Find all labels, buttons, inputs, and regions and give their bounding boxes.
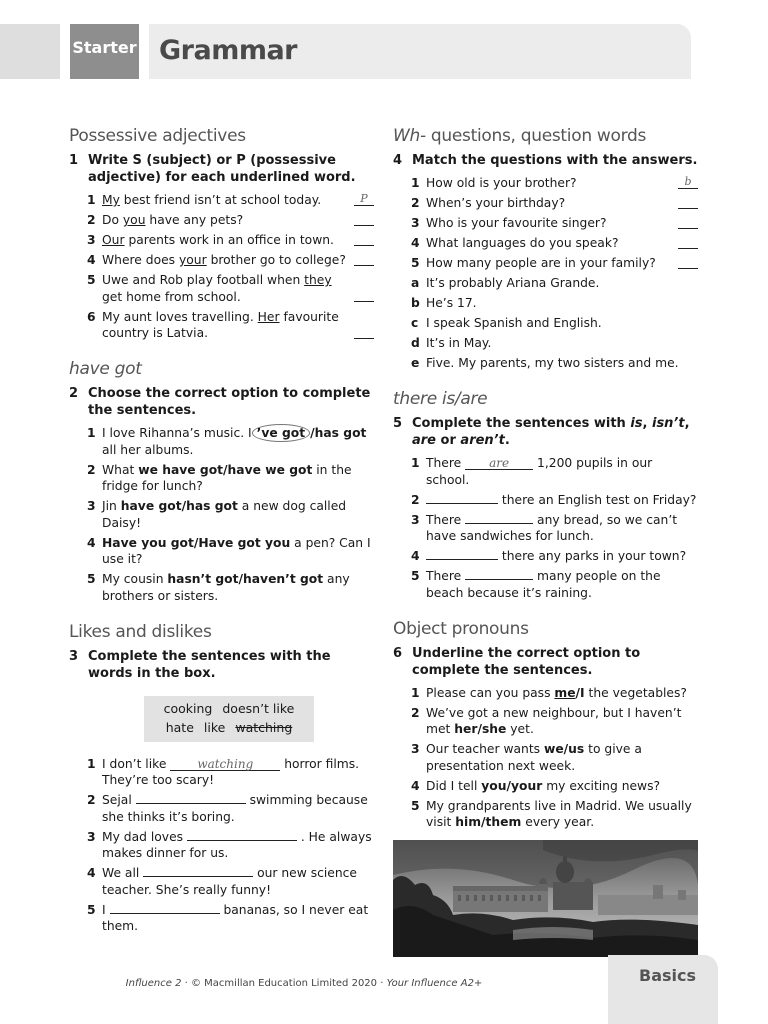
item-text: Jin have got/has got a new dog called Daisy! bbox=[102, 499, 347, 530]
answer-blank[interactable]: watching bbox=[170, 758, 280, 771]
item-text: My cousin hasn’t got/haven’t got any brothers or sisters. bbox=[102, 572, 350, 603]
item-text: We all our new science teacher. She’s really funny! bbox=[102, 866, 357, 897]
exercise-4-questions bbox=[393, 175, 698, 372]
possessive-title: Possessive adjectives bbox=[69, 126, 246, 146]
item-number: 2 bbox=[411, 705, 420, 720]
answer-blank[interactable] bbox=[110, 913, 220, 914]
item-number: 4 bbox=[411, 778, 420, 793]
item-text: Our teacher wants we/us to give a presentation next week. bbox=[426, 742, 642, 773]
answer-field[interactable] bbox=[354, 245, 374, 246]
exercise-1-items bbox=[69, 192, 374, 342]
item-number: 3 bbox=[87, 499, 96, 513]
item-text: What languages do you speak? bbox=[426, 236, 619, 250]
item-number: 2 bbox=[411, 196, 420, 210]
option[interactable]: her bbox=[454, 722, 478, 736]
item-text: Where does your brother go to college? bbox=[102, 253, 346, 267]
item-number: 2 bbox=[87, 213, 96, 227]
answer-blank[interactable] bbox=[136, 803, 246, 804]
list-item bbox=[69, 498, 374, 531]
item-text: I bananas, so I never eat them. bbox=[102, 902, 369, 933]
list-item bbox=[393, 492, 698, 509]
thereis-title: there is/are bbox=[393, 389, 488, 409]
list-item bbox=[393, 355, 698, 372]
instruction-text: Write S (subject) or P (possessive adjective) for each underlined word. bbox=[88, 153, 356, 185]
item-number: 3 bbox=[411, 216, 420, 230]
list-item bbox=[393, 295, 698, 312]
item-text: there any parks in your town? bbox=[426, 548, 698, 565]
answer-field[interactable] bbox=[678, 268, 698, 269]
answer-field[interactable] bbox=[678, 228, 698, 229]
item-number: 4 bbox=[87, 535, 96, 550]
list-item bbox=[393, 798, 698, 831]
item-number: 6 bbox=[87, 309, 96, 324]
option[interactable]: we bbox=[543, 742, 564, 756]
option[interactable]: haven’t got bbox=[243, 572, 324, 586]
item-number: 5 bbox=[87, 902, 96, 917]
item-text: My best friend isn’t at school today. bbox=[102, 193, 322, 207]
item-text: there an English test on Friday? bbox=[426, 492, 698, 509]
exercise-number: 6 bbox=[393, 645, 403, 661]
exercise-3-items bbox=[69, 756, 374, 935]
option[interactable]: she bbox=[481, 722, 507, 736]
list-item bbox=[69, 272, 374, 305]
item-text: Did I tell you/your my exciting news? bbox=[426, 778, 661, 793]
list-item bbox=[393, 512, 698, 545]
item-number: 4 bbox=[411, 236, 420, 250]
exercise-5-instruction bbox=[393, 415, 698, 449]
item-number: 5 bbox=[87, 572, 96, 586]
item-number: 1 bbox=[87, 426, 96, 440]
item-number: 1 bbox=[411, 176, 420, 190]
list-item bbox=[393, 685, 698, 702]
list-item bbox=[393, 235, 698, 252]
page-footer: Influence 2 · © Macmillan Education Limited 2020 · Your Influence A2+ bbox=[125, 978, 483, 989]
exercise-number: 1 bbox=[69, 153, 79, 168]
exercise-number: 5 bbox=[393, 416, 403, 431]
item-text: Our parents work in an office in town. bbox=[102, 233, 334, 247]
list-item bbox=[69, 535, 374, 568]
item-text: There any bread, so we can’t have sandwiches for lunch. bbox=[426, 512, 678, 543]
option[interactable]: I bbox=[580, 685, 585, 700]
list-item bbox=[393, 335, 698, 352]
item-text: It’s in May. bbox=[426, 336, 492, 350]
item-text: We’ve got a new neighbour, but I haven’t met her/she yet. bbox=[426, 705, 682, 736]
list-item bbox=[69, 462, 374, 495]
item-text: My grandparents live in Madrid. We usually visit him/them every year. bbox=[426, 798, 692, 829]
item-text: Please can you pass me/I the vegetables? bbox=[426, 685, 687, 700]
list-item bbox=[393, 175, 698, 192]
likes-title: Likes and dislikes bbox=[69, 621, 212, 642]
item-number: 1 bbox=[411, 456, 420, 470]
list-item bbox=[393, 705, 698, 738]
word: doesn’t like bbox=[222, 700, 295, 716]
exercise-6-instruction bbox=[393, 645, 698, 679]
exercise-6-items bbox=[393, 685, 698, 831]
item-text: How old is your brother? bbox=[426, 176, 577, 190]
option[interactable]: hasn’t got bbox=[167, 572, 239, 586]
exercise-2-items bbox=[69, 425, 374, 604]
unit-tab: Starter bbox=[70, 24, 139, 79]
item-text: How many people are in your family? bbox=[426, 256, 656, 270]
item-text: It’s probably Ariana Grande. bbox=[426, 276, 600, 290]
exercise-number: 4 bbox=[393, 153, 403, 168]
exercise-2-instruction bbox=[69, 385, 374, 419]
item-letter: e bbox=[411, 356, 420, 370]
list-item bbox=[393, 195, 698, 212]
exercise-5-items bbox=[393, 455, 698, 601]
item-number: 4 bbox=[411, 549, 420, 563]
item-text: There are 1,200 pupils in our school. bbox=[426, 456, 653, 487]
list-item bbox=[393, 568, 698, 601]
list-item bbox=[69, 192, 374, 209]
item-text: When’s your birthday? bbox=[426, 196, 566, 210]
item-text: My aunt loves travelling. Her favourite country is Latvia. bbox=[102, 309, 339, 340]
exercise-number: 3 bbox=[69, 648, 79, 664]
item-text: Have you got/Have got you a pen? Can I use it? bbox=[102, 535, 371, 566]
item-text: Who is your favourite singer? bbox=[426, 216, 607, 230]
list-item bbox=[69, 571, 374, 604]
item-text: I love Rihanna’s music. I ’ve got /has got all her albums. bbox=[102, 426, 367, 457]
option-circled[interactable]: ’ve got bbox=[252, 424, 310, 442]
answer-field[interactable] bbox=[354, 301, 374, 302]
word-crossed: watching bbox=[235, 719, 293, 735]
answer-blank[interactable] bbox=[426, 503, 498, 504]
list-item bbox=[69, 865, 374, 898]
list-item bbox=[69, 425, 374, 458]
basics-tab: Basics bbox=[608, 955, 718, 1024]
instruction-text: Complete the sentences with is, isn’t, are or aren’t. bbox=[412, 416, 690, 448]
havegot-title: have got bbox=[69, 359, 142, 379]
answer-field[interactable] bbox=[678, 208, 698, 209]
instruction-text: Complete the sentences with the words in the box. bbox=[88, 648, 331, 681]
item-text: Uwe and Rob play football when they get home from school. bbox=[102, 273, 332, 304]
option[interactable]: them bbox=[485, 815, 522, 829]
list-item bbox=[69, 252, 374, 269]
item-number: 2 bbox=[87, 793, 96, 807]
word: cooking bbox=[163, 700, 213, 716]
word: like bbox=[203, 719, 226, 735]
option[interactable]: your bbox=[510, 778, 543, 793]
list-item bbox=[69, 309, 374, 342]
item-number: 4 bbox=[87, 253, 96, 267]
item-number: 1 bbox=[87, 193, 96, 207]
instruction-text: Match the questions with the answers. bbox=[412, 153, 698, 168]
option[interactable]: him bbox=[455, 815, 482, 829]
right-column bbox=[393, 126, 698, 961]
item-text: I don’t like watching horror films. They’re too scary! bbox=[102, 756, 360, 787]
answer-field[interactable] bbox=[354, 338, 374, 339]
list-item bbox=[393, 315, 698, 332]
item-number: 1 bbox=[87, 756, 96, 771]
answer-blank[interactable] bbox=[465, 523, 533, 524]
option-underlined[interactable]: me bbox=[554, 685, 576, 700]
option[interactable]: we have got bbox=[138, 462, 224, 477]
item-text: Do you have any pets? bbox=[102, 213, 244, 227]
item-number: 3 bbox=[411, 512, 420, 527]
list-item bbox=[393, 455, 698, 488]
item-text: Five. My parents, my two sisters and me. bbox=[426, 356, 679, 370]
list-item bbox=[69, 792, 374, 825]
answer-blank[interactable] bbox=[465, 579, 533, 580]
list-item bbox=[393, 275, 698, 292]
item-text: I speak Spanish and English. bbox=[426, 316, 602, 330]
item-letter: b bbox=[411, 296, 420, 310]
item-text: My dad loves . He always makes dinner for us. bbox=[102, 829, 372, 860]
answer-field[interactable] bbox=[354, 265, 374, 266]
option[interactable]: us bbox=[568, 742, 585, 756]
instruction-text: Underline the correct option to complete the sentences. bbox=[412, 645, 641, 678]
list-item bbox=[393, 255, 698, 272]
answer-field[interactable] bbox=[678, 248, 698, 249]
exercise-1-instruction bbox=[69, 152, 374, 186]
option[interactable]: you bbox=[481, 778, 507, 793]
list-item bbox=[69, 756, 374, 789]
left-column bbox=[69, 126, 374, 938]
item-number: 5 bbox=[411, 798, 420, 813]
list-item bbox=[393, 548, 698, 565]
answer-field[interactable] bbox=[354, 225, 374, 226]
item-letter: c bbox=[411, 316, 419, 330]
item-text: There many people on the beach because it’s raining. bbox=[426, 569, 661, 600]
list-item bbox=[393, 215, 698, 232]
item-number: 3 bbox=[87, 233, 96, 247]
answer-blank[interactable] bbox=[187, 840, 297, 841]
answer-blank[interactable] bbox=[143, 876, 253, 877]
object-title: Object pronouns bbox=[393, 618, 529, 639]
item-number: 3 bbox=[411, 742, 420, 756]
item-letter: d bbox=[411, 336, 420, 350]
item-number: 5 bbox=[411, 569, 420, 583]
word: hate bbox=[165, 719, 194, 735]
option[interactable]: has got bbox=[314, 426, 367, 440]
answer-field[interactable]: P bbox=[354, 193, 374, 206]
header-left-block bbox=[0, 24, 60, 79]
answer-blank[interactable]: are bbox=[465, 457, 533, 470]
item-number: 2 bbox=[411, 492, 420, 507]
word-box bbox=[144, 696, 314, 742]
item-number: 3 bbox=[87, 829, 96, 844]
item-text: He’s 17. bbox=[426, 296, 477, 310]
list-item bbox=[69, 212, 374, 229]
option[interactable]: has got bbox=[186, 499, 238, 513]
exercise-4-instruction bbox=[393, 152, 698, 169]
option[interactable]: Have got you bbox=[198, 535, 291, 550]
answer-blank[interactable] bbox=[426, 559, 498, 560]
madrid-cityscape-photo bbox=[393, 840, 698, 957]
item-number: 5 bbox=[87, 273, 96, 287]
item-text: What we have got/have we got in the fridge for lunch? bbox=[102, 462, 352, 493]
item-letter: a bbox=[411, 276, 420, 290]
item-number: 5 bbox=[411, 256, 420, 270]
option[interactable]: have got bbox=[120, 499, 182, 513]
list-item bbox=[69, 902, 374, 935]
wh-title: Wh- questions, question words bbox=[393, 126, 647, 146]
option[interactable]: Have you got bbox=[102, 535, 194, 550]
list-item bbox=[69, 232, 374, 249]
item-text: Sejal swimming because she thinks it’s boring. bbox=[102, 793, 368, 824]
exercise-3-instruction bbox=[69, 648, 374, 682]
item-number: 1 bbox=[411, 685, 420, 700]
page-title: Grammar bbox=[159, 35, 297, 66]
list-item bbox=[69, 829, 374, 862]
option[interactable]: have we got bbox=[227, 462, 313, 477]
item-number: 4 bbox=[87, 866, 96, 880]
item-number: 2 bbox=[87, 462, 96, 477]
list-item bbox=[393, 741, 698, 774]
exercise-number: 2 bbox=[69, 386, 79, 401]
answer-field[interactable]: b bbox=[678, 176, 698, 189]
instruction-text: Choose the correct option to complete the sentences. bbox=[88, 386, 371, 418]
list-item bbox=[393, 778, 698, 795]
